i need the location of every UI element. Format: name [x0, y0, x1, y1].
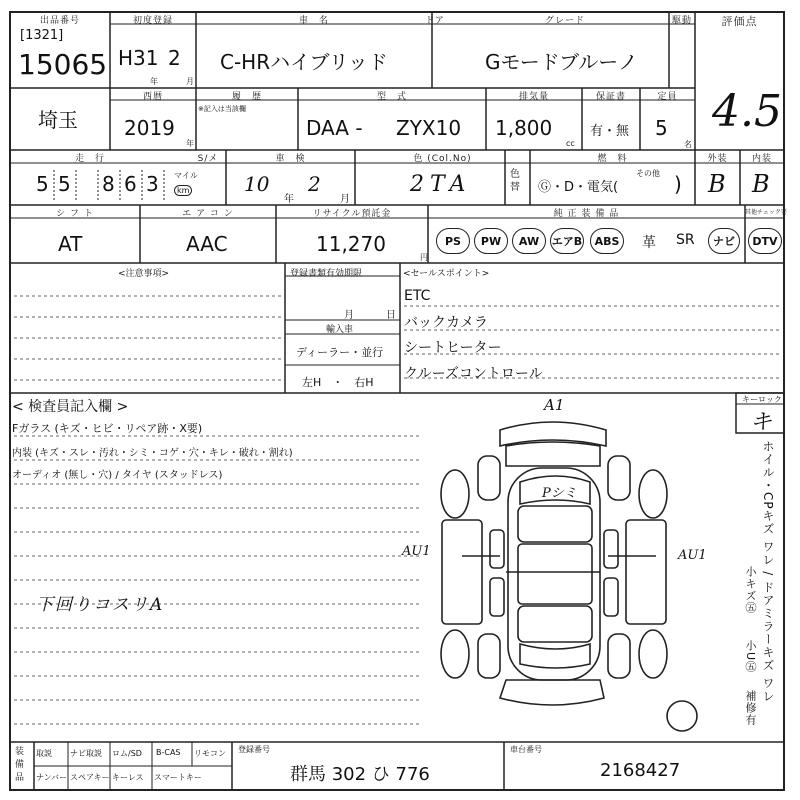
inspection-month: 2 [308, 172, 321, 196]
label-capacity: 定員 [657, 92, 678, 102]
label-fuel: 燃 料 [597, 154, 628, 164]
bottom-left-title: 装備品 [15, 747, 25, 783]
reg-expiry-day: 日 [386, 310, 396, 321]
car-mark-right: AU1 [678, 548, 707, 563]
lot-code: [1321] [20, 28, 64, 43]
color-misc: 色替 [510, 169, 520, 193]
displacement-value: 1,800 [495, 116, 553, 140]
grade: Gモードブルーノ [485, 50, 638, 74]
model-type-prefix: DAA - [306, 116, 363, 140]
side-note-3: 小U㊄ [744, 640, 757, 674]
reg-expiry-title: 登録書類有効期限 [290, 269, 363, 279]
color-code: 2TA [410, 172, 472, 197]
inspector-line-2: 内装 (キズ・スレ・汚れ・シミ・コゲ・穴・キレ・破れ・割れ) [12, 448, 293, 459]
equip-leather: 革 [642, 235, 656, 251]
side-note-4: 補修有 [744, 690, 757, 726]
bottom-item-9: スマートキー [154, 773, 202, 782]
equip-chip-navi: ナビ [708, 228, 740, 254]
reg-number-value: 群馬 302 ひ 776 [290, 764, 430, 785]
equip-chip-aw: AW [512, 228, 546, 254]
lot-number: 15065 [18, 48, 108, 81]
label-year: 西暦 [142, 92, 163, 102]
fuel-other: その他 [636, 169, 660, 178]
side-note-1: ホイル・CPキズ ワレ / ドアミラーキズ ワレ [761, 440, 775, 703]
label-aircon: エ ア コ ン [182, 209, 234, 219]
label-warranty: 保証書 [595, 92, 626, 102]
score-value: 4.5 [712, 86, 782, 137]
inspector-line-1: Fガラス (キズ・ヒビ・リペア跡・X要) [12, 422, 203, 435]
bottom-item-3: ロム/SD [112, 749, 142, 758]
year-unit: 年 [186, 139, 194, 148]
equip-chip-airbag: エアB [550, 228, 584, 254]
capacity-value: 5 [655, 116, 668, 140]
fuel-options: Ⓖ・D・電気( [538, 180, 619, 195]
recycle-unit: 円 [420, 253, 428, 262]
warranty-value: 有・無 [590, 124, 630, 139]
recycle-value: 11,270 [316, 232, 386, 256]
equip-sr: SR [676, 232, 695, 248]
area: 埼玉 [38, 108, 78, 132]
sales-point-2: バックカメラ [404, 315, 488, 331]
sales-point-3: シートヒーター [404, 340, 502, 356]
label-model: 車 名 [298, 16, 329, 26]
notes-header: <注意事項> [118, 269, 170, 279]
model-type-code: ZYX10 [396, 116, 462, 140]
chassis-label: 車台番号 [510, 745, 542, 754]
side-note-2: 小キズ㊄ [744, 566, 757, 614]
sales-point-4: クルーズコントロール [404, 366, 543, 382]
history-sub: ※記入は当該欄 [198, 105, 246, 113]
reg-number-label: 登録番号 [238, 745, 270, 754]
label-displacement: 排気量 [518, 92, 549, 102]
car-name: C-HRハイブリッド [220, 50, 388, 74]
label-score: 評価点 [721, 15, 758, 28]
label-color: 色 (Col.No) [413, 154, 472, 164]
key-lock-title: キーロック [742, 395, 782, 404]
interior-grade: B [752, 170, 770, 198]
label-model-type: 型 式 [376, 92, 407, 102]
mileage-unit-mile: マイル [174, 171, 198, 180]
equip-chip-abs: ABS [590, 228, 624, 254]
label-door: ドア [425, 16, 445, 26]
mileage-digit-5: 3 [146, 172, 159, 196]
label-inspection: 車 検 [275, 154, 306, 164]
bottom-item-2: ナビ取説 [70, 749, 102, 758]
exterior-grade: B [708, 170, 726, 198]
equip-chip-pw: PW [474, 228, 508, 254]
bottom-item-8: キーレス [112, 773, 144, 782]
inspector-title: < 検査員記入欄 > [12, 399, 129, 415]
first-reg-month: 2 [168, 46, 181, 70]
bottom-item-7: スペアキー [70, 773, 110, 782]
capacity-unit: 名 [684, 140, 692, 149]
label-other-equip: 其他チェック要 [745, 209, 787, 216]
label-history: 履 歴 [231, 92, 262, 102]
equip-chip-ps: PS [436, 228, 470, 254]
label-meter-swap: S/メ [197, 154, 219, 164]
handle-side: 左H ・ 右H [302, 376, 374, 389]
dealer-parallel: ディーラー・並行 [296, 346, 384, 359]
sales-point-1: ETC [404, 288, 431, 304]
label-drive: 駆動 [671, 16, 692, 26]
label-shift: シ フ ト [56, 209, 94, 219]
first-reg-year-unit: 年 [150, 77, 158, 86]
inspection-year: 10 [244, 172, 270, 196]
mileage-digit-4: 6 [124, 172, 137, 196]
fuel-close: ) [674, 172, 682, 196]
car-mark-left: AU1 [402, 544, 431, 559]
mileage-digit-2: 5 [58, 172, 71, 196]
key-lock-value: キ [750, 410, 773, 435]
label-lot-no: 出品番号 [39, 16, 80, 26]
label-grade: グレード [544, 16, 585, 26]
bottom-item-6: ナンバー [36, 773, 68, 782]
mileage-unit-km: km [174, 185, 192, 196]
label-interior: 内装 [751, 154, 772, 164]
year-value: 2019 [124, 116, 175, 140]
first-reg-era: H31 [118, 46, 159, 70]
car-mark-front: A1 [544, 396, 565, 414]
chassis-value: 2168427 [600, 760, 681, 781]
label-first-reg: 初度登録 [132, 16, 173, 26]
label-mileage: 走 行 [74, 154, 105, 164]
displacement-unit: cc [566, 139, 575, 148]
inspector-handwritten-note: 下回りコスリA [36, 595, 165, 615]
inspection-month-unit: 月 [340, 194, 350, 205]
mileage-digit-1: 5 [36, 172, 49, 196]
mileage-digit-3: 8 [102, 172, 115, 196]
car-mark-center: Pシミ [542, 486, 577, 501]
label-equipment: 純 正 装 備 品 [553, 209, 620, 219]
reg-expiry-month: 月 [344, 310, 354, 321]
aircon-value: AAC [186, 232, 228, 256]
bottom-item-1: 取説 [36, 749, 52, 758]
import-label: 輸入車 [326, 325, 354, 335]
label-recycle: リサイクル預託金 [312, 209, 392, 219]
bottom-item-4: B-CAS [156, 748, 181, 757]
inspection-year-unit: 年 [284, 194, 294, 205]
label-exterior: 外装 [707, 154, 728, 164]
shift-value: AT [58, 232, 83, 256]
sales-points-title: <セールスポイント> [403, 269, 490, 279]
inspector-line-3: オーディオ (無し・穴) / タイヤ (スタッドレス) [12, 470, 223, 481]
equip-chip-dtv: DTV [748, 228, 782, 254]
first-reg-month-unit: 月 [186, 77, 194, 86]
bottom-item-5: リモコン [194, 749, 226, 758]
